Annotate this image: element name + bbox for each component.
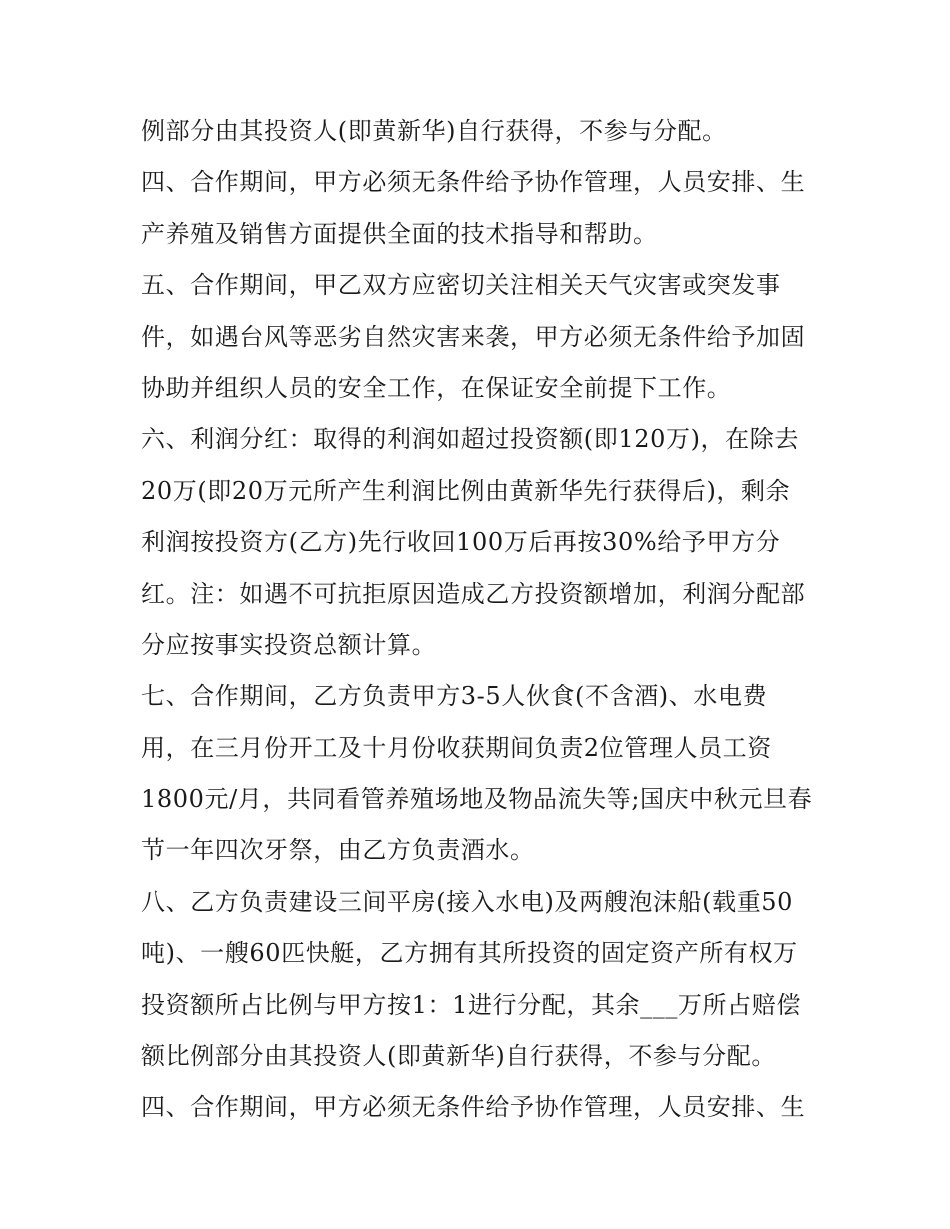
text-line: 用，在三月份开工及十月份收获期间负责2位管理人员工资 <box>141 733 772 762</box>
contract-body <box>141 106 821 1134</box>
text-line: 分应按事实投资总额计算。 <box>141 630 437 659</box>
text-line: 额比例部分由其投资人(即黄新华)自行获得，不参与分配。 <box>141 1042 776 1071</box>
text-line: 协助并组织人员的安全工作，在保证安全前提下工作。 <box>141 373 732 402</box>
text-line: 投资额所占比例与甲方按1：1进行分配，其余___万所占赔偿 <box>141 990 801 1019</box>
text-line: 件，如遇台风等恶劣自然灾害来袭，甲方必须无条件给予加固 <box>141 322 806 351</box>
text-line: 四、合作期间，甲方必须无条件给予协作管理，人员安排、生 <box>141 1093 806 1122</box>
text-line: 四、合作期间，甲方必须无条件给予协作管理，人员安排、生 <box>141 168 806 197</box>
text-line: 红。注：如遇不可抗拒原因造成乙方投资额增加，利润分配部 <box>141 579 806 608</box>
text-line: 例部分由其投资人(即黄新华)自行获得，不参与分配。 <box>141 117 727 145</box>
text-line: 五、合作期间，甲乙双方应密切关注相关天气灾害或突发事 <box>141 271 781 300</box>
text-line: 八、乙方负责建设三间平房(接入水电)及两艘泡沫船(载重50 <box>141 887 794 916</box>
text-line: 1800元/月，共同看管养殖场地及物品流失等;国庆中秋元旦春 <box>141 785 813 814</box>
text-line: 产养殖及销售方面提供全面的技术指导和帮助。 <box>141 219 658 248</box>
text-line: 六、利润分红：取得的利润如超过投资额(即120万)，在除去 <box>141 425 799 454</box>
text-line: 七、合作期间，乙方负责甲方3-5人伙食(不含酒)、水电费 <box>141 682 768 711</box>
text-line: 节一年四次牙祭，由乙方负责酒水。 <box>141 836 535 865</box>
text-line: 吨)、一艘60匹快艇，乙方拥有其所投资的固定资产所有权万 <box>141 939 798 968</box>
text-line: 利润按投资方(乙方)先行收回100万后再按30%给予甲方分 <box>141 528 781 557</box>
text-line: 20万(即20万元所产生利润比例由黄新华先行获得后)，剩余 <box>141 476 791 505</box>
